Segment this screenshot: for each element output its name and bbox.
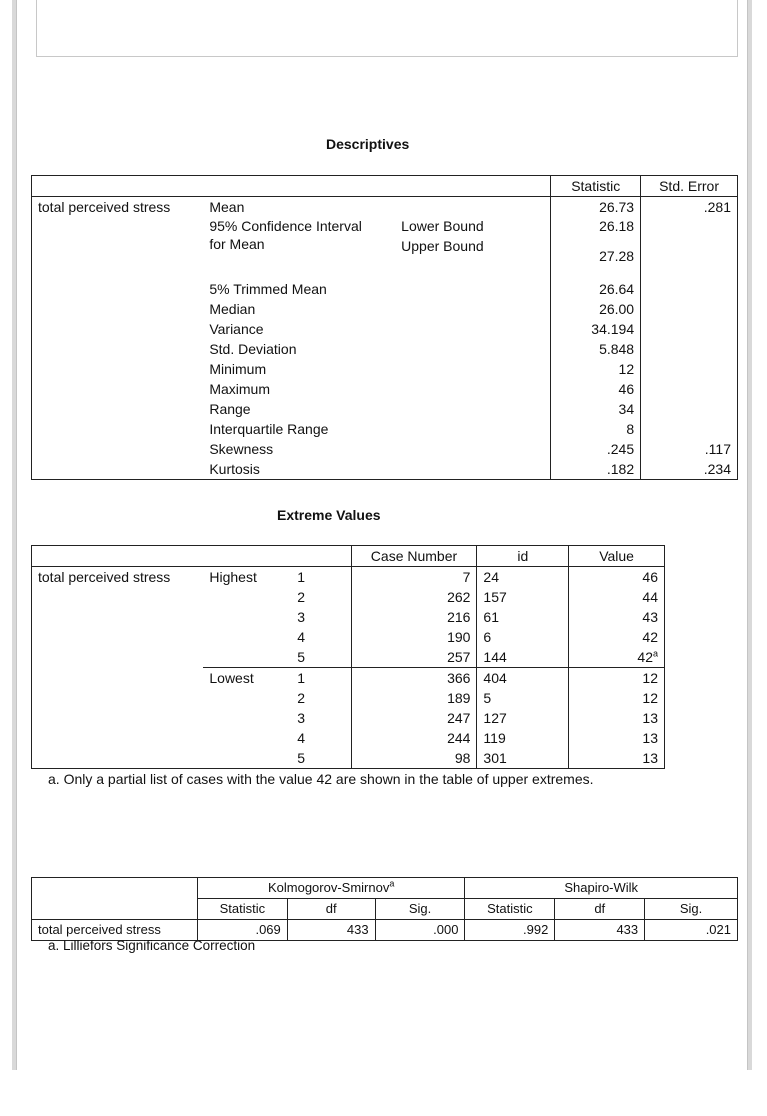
table-row: Std. Deviation 5.848 <box>32 339 738 359</box>
table-row: Lowest 1 366 404 12 <box>32 668 665 689</box>
stat-label: Mean <box>209 199 245 215</box>
table-row: 5% Trimmed Mean 26.64 <box>32 279 738 299</box>
group-lowest: Lowest <box>209 670 254 686</box>
table-row: 2 262 157 44 <box>32 587 665 607</box>
table-row: Maximum 46 <box>32 379 738 399</box>
normality-table <box>31 877 738 941</box>
header-std-error: Std. Error <box>641 176 738 197</box>
table-row: Skewness .245 .117 <box>32 439 738 459</box>
table-row: 5 98 301 13 <box>32 748 665 769</box>
descriptives-table <box>31 175 738 480</box>
extreme-values-table <box>31 545 665 769</box>
table-row: Median 26.00 <box>32 299 738 319</box>
header-case-number: Case Number <box>351 546 477 567</box>
variable-label: total perceived stress <box>32 197 204 218</box>
group-highest: Highest <box>209 569 257 585</box>
header-id: id <box>477 546 569 567</box>
previous-output-box <box>36 0 738 57</box>
header-statistic: Statistic <box>551 176 641 197</box>
table-row <box>32 217 738 279</box>
footnote-marker: a <box>652 648 658 659</box>
header-value: Value <box>569 546 665 567</box>
descriptives-title: Descriptives <box>326 136 410 152</box>
table-row: 4 190 6 42 <box>32 627 665 647</box>
table-row: Range 34 <box>32 399 738 419</box>
page-frame-left <box>12 0 17 1070</box>
table-row <box>32 197 738 218</box>
header-kolmogorov-smirnov: Kolmogorov-Smirnov$^a$ <box>197 878 465 899</box>
table-row: 3 216 61 43 <box>32 607 665 627</box>
table-row: 2 189 5 12 <box>32 688 665 708</box>
extreme-footnote: a. Only a partial list of cases with the value 42 are shown in the table of upper extremes. <box>48 771 594 787</box>
header-shapiro-wilk: Shapiro-Wilk <box>465 878 738 899</box>
table-row: Kurtosis .182 .234 <box>32 459 738 480</box>
table-row: Minimum 12 <box>32 359 738 379</box>
table-row: 3 247 127 13 <box>32 708 665 728</box>
extreme-header-row <box>32 546 665 567</box>
normality-footnote: a. Lilliefors Significance Correction <box>48 938 256 953</box>
variable-label: total perceived stress <box>32 920 198 941</box>
table-row: 4 244 119 13 <box>32 728 665 748</box>
normality-header-row <box>32 878 738 899</box>
stat-label: 95% Confidence Interval for Mean <box>209 218 362 252</box>
stat-value: 26.73 <box>551 197 641 218</box>
table-row: Variance 34.194 <box>32 319 738 339</box>
table-row: Interquartile Range 8 <box>32 419 738 439</box>
std-error-value: .281 <box>641 197 738 218</box>
table-row: 5 257 144 42$^a$ <box>32 647 665 668</box>
ci-bound-labels: Lower Bound Upper Bound <box>395 217 551 279</box>
table-row: total perceived stress .069 433 .000 .992 433 .021 <box>32 920 738 941</box>
table-row: total perceived stress Highest 1 7 24 46 <box>32 567 665 588</box>
normality-subheader-row: Statistic df Sig. Statistic df Sig. <box>32 899 738 920</box>
descriptives-header-row <box>32 176 738 197</box>
ci-bound-values: 26.18 27.28 <box>551 217 641 279</box>
page-frame-right <box>747 0 752 1070</box>
extreme-values-title: Extreme Values <box>277 507 381 523</box>
variable-label: total perceived stress <box>32 567 204 588</box>
